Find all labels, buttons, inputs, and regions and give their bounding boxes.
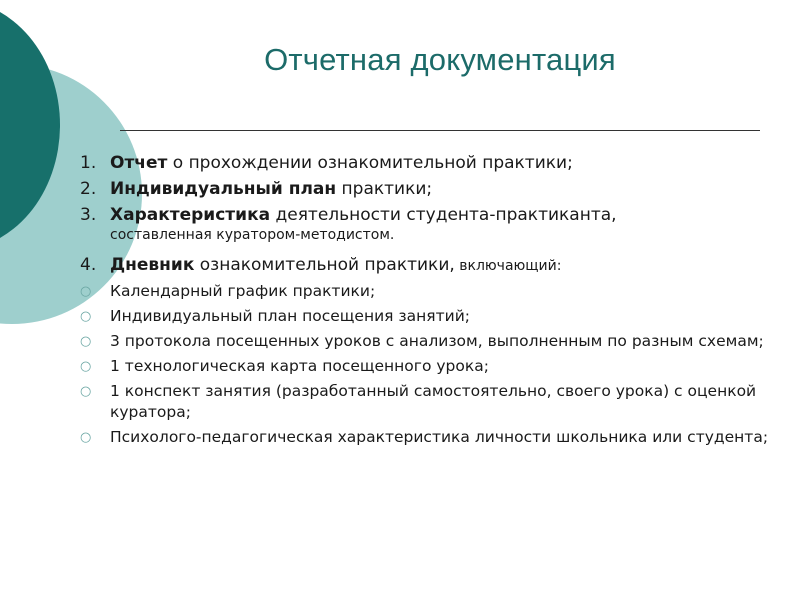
item-bold: Отчет xyxy=(110,153,168,173)
hollow-circle-bullet-icon: ○ xyxy=(80,384,92,399)
item-text: ознакомительной практики, xyxy=(194,255,455,275)
list-item-text: Психолого-педагогическая характеристика личности школьника или студента; xyxy=(110,428,769,446)
item-number: 3. xyxy=(80,205,97,225)
item-subtext: составленная куратором-методистом. xyxy=(110,227,395,243)
hollow-circle-bullet-icon: ○ xyxy=(80,284,92,299)
numbered-item xyxy=(80,176,780,202)
hollow-circle-bullet-icon: ○ xyxy=(80,359,92,374)
slide-content xyxy=(80,150,780,452)
item-small-text: включающий: xyxy=(454,258,562,274)
list-item xyxy=(80,306,780,327)
hollow-circle-bullet-icon: ○ xyxy=(80,334,92,349)
numbered-item xyxy=(80,150,780,176)
title-underline xyxy=(120,130,760,131)
item-text: практики; xyxy=(336,179,433,199)
list-item-text: Календарный график практики; xyxy=(110,282,376,300)
item-number: 2. xyxy=(80,179,97,199)
list-item xyxy=(80,381,780,423)
list-item-text: 1 конспект занятия (разработанный самостоятельно, своего урока) с оценкой куратора; xyxy=(110,382,757,421)
item-number: 1. xyxy=(80,153,97,173)
list-item xyxy=(80,281,780,302)
list-item-text: Индивидуальный план посещения занятий; xyxy=(110,307,470,325)
hollow-circle-bullet-icon: ○ xyxy=(80,309,92,324)
list-item xyxy=(80,356,780,377)
item-bold: Индивидуальный план xyxy=(110,179,337,199)
list-item-text: 1 технологическая карта посещенного урока; xyxy=(110,357,489,375)
item-bold: Характеристика xyxy=(110,205,271,225)
list-item-text: 3 протокола посещенных уроков с анализом, выполненным по разным схемам; xyxy=(110,332,764,350)
item-text: о прохождении ознакомительной практики; xyxy=(167,153,573,173)
item-text: деятельности студента-практиканта, xyxy=(270,205,617,225)
item-number: 4. xyxy=(80,255,97,275)
numbered-item xyxy=(80,252,780,279)
numbered-item xyxy=(80,202,780,244)
hollow-circle-bullet-icon: ○ xyxy=(80,430,92,445)
bullet-list xyxy=(80,281,780,448)
list-item xyxy=(80,331,780,352)
item-bold: Дневник xyxy=(110,255,195,275)
list-item xyxy=(80,427,780,448)
slide-title: Отчетная документация xyxy=(264,42,616,77)
